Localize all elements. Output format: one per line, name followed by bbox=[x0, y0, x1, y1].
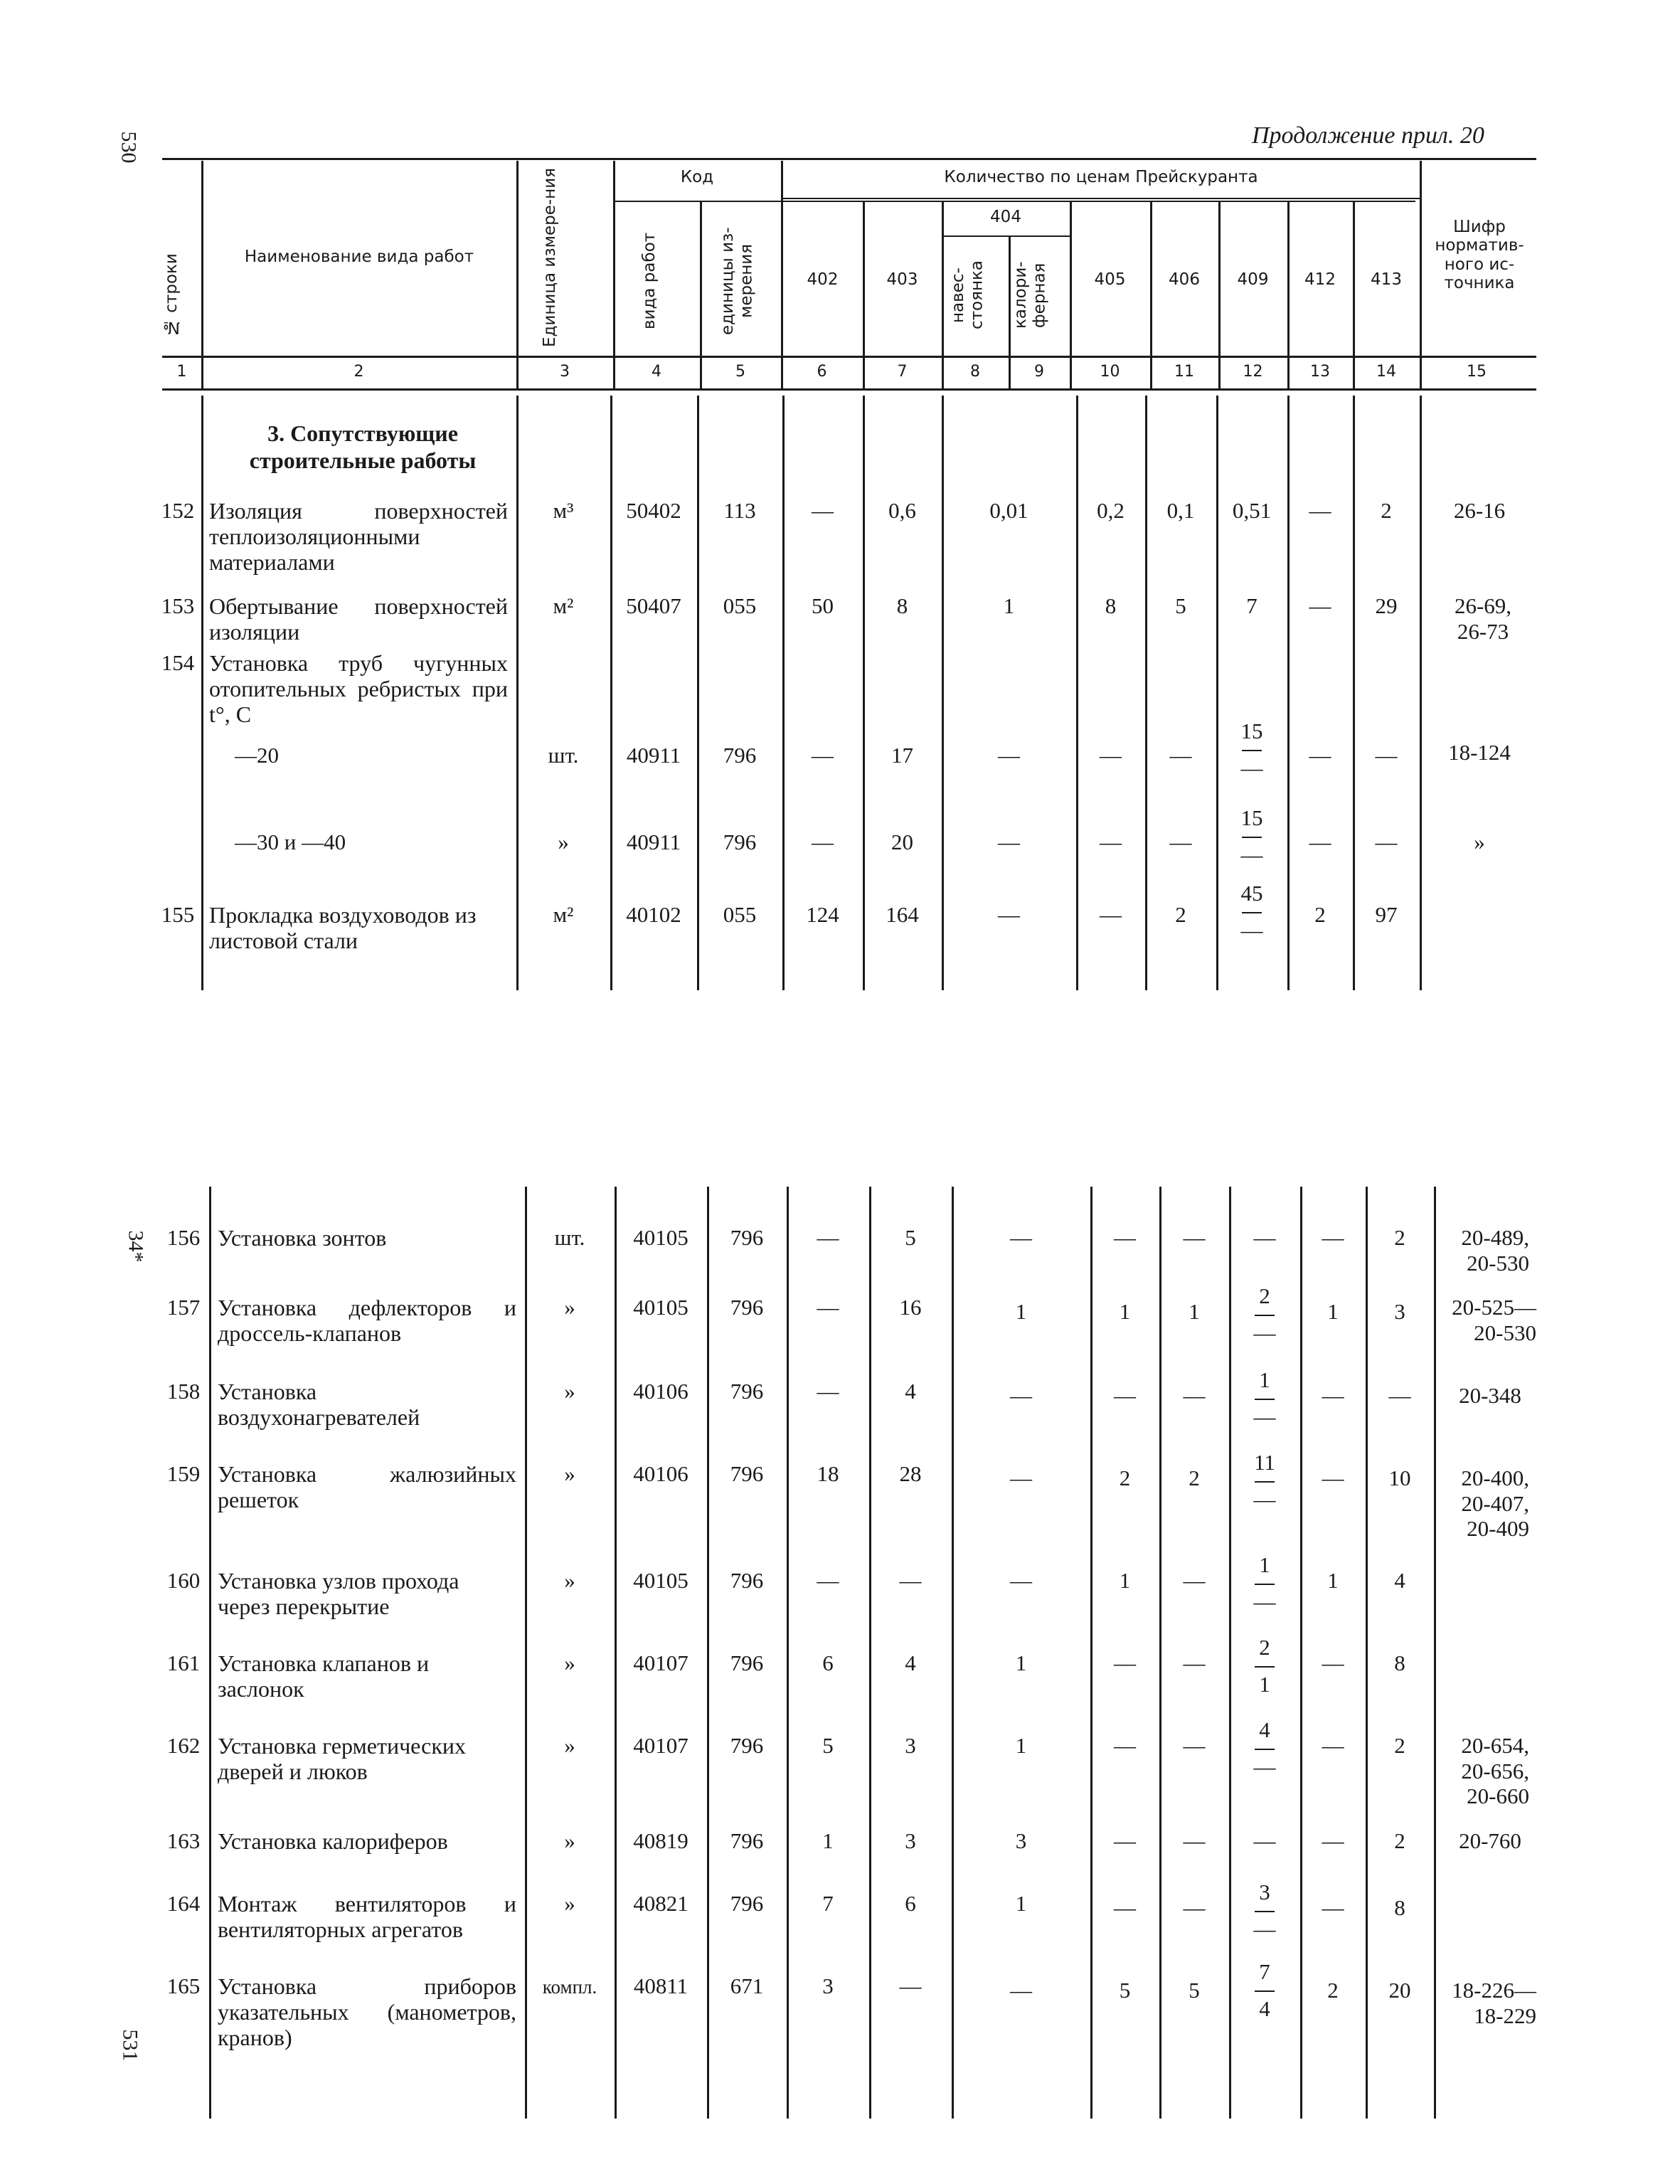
work-code: 40821 bbox=[633, 1891, 689, 1916]
qty-405: 8 bbox=[1105, 593, 1117, 618]
qty-404: — bbox=[998, 743, 1020, 768]
unit: » bbox=[564, 1295, 575, 1320]
unit: » bbox=[564, 1379, 575, 1404]
work-name: Установка приборов указательных (манометров, кранов) bbox=[218, 1973, 516, 2051]
fraction-denominator: — bbox=[1240, 842, 1263, 867]
row-number: 160 bbox=[166, 1568, 201, 1593]
signature-mark: 34* bbox=[124, 1230, 148, 1263]
work-name: Установка дефлекторов и дроссель-клапанов bbox=[218, 1295, 516, 1347]
unit-code: 796 bbox=[723, 829, 757, 854]
qty-409: 0,51 bbox=[1232, 498, 1272, 523]
work-name: Установка труб чугунных отопительных ребристых при t°, С bbox=[209, 650, 508, 728]
qty-413: — bbox=[1375, 743, 1398, 768]
qty-402: — bbox=[812, 829, 834, 854]
work-name: Установка калориферов bbox=[218, 1828, 448, 1854]
qty-412: — bbox=[1322, 1650, 1344, 1675]
row-number: 152 bbox=[161, 498, 195, 523]
qty-412: — bbox=[1309, 498, 1331, 523]
unit-code: 671 bbox=[730, 1973, 764, 1998]
qty-404: — bbox=[1010, 1225, 1032, 1250]
qty-403: 16 bbox=[899, 1295, 922, 1320]
unit: шт. bbox=[548, 743, 579, 768]
qty-402: 50 bbox=[812, 593, 834, 618]
qty-403: — bbox=[899, 1973, 922, 1998]
hdr-source: Шифр норматив-ного ис-точника bbox=[1435, 218, 1524, 293]
source-code: 20-760 bbox=[1459, 1828, 1521, 1853]
qty-405: 1 bbox=[1119, 1568, 1131, 1593]
unit-code: 796 bbox=[723, 743, 757, 768]
work-name: Прокладка воздуховодов из листовой стали bbox=[209, 902, 477, 954]
qty-413: 97 bbox=[1375, 902, 1398, 927]
unit: м² bbox=[553, 902, 574, 927]
qty-406: 2 bbox=[1175, 902, 1186, 927]
qty-403: 28 bbox=[899, 1461, 922, 1486]
qty-403: 17 bbox=[891, 743, 913, 768]
qty-403: 164 bbox=[886, 902, 919, 927]
unit: » bbox=[564, 1650, 575, 1675]
qty-413: 2 bbox=[1381, 498, 1392, 523]
unit-code: 796 bbox=[730, 1568, 764, 1593]
qty-413: 10 bbox=[1388, 1465, 1411, 1490]
qty-409: 7 bbox=[1246, 593, 1258, 618]
col-number: 14 bbox=[1376, 363, 1396, 381]
hdr-code-work: вида работ bbox=[640, 232, 659, 330]
qty-405: — bbox=[1114, 1895, 1136, 1920]
fraction-denominator: — bbox=[1253, 1917, 1276, 1941]
row-number: 165 bbox=[166, 1973, 201, 1998]
qty-402: — bbox=[812, 743, 834, 768]
source-code: 18-226— 18-229 bbox=[1452, 1978, 1536, 2028]
qty-409-fraction bbox=[1229, 1554, 1300, 1615]
qty-404: 1 bbox=[1015, 1299, 1027, 1324]
unit-code: 055 bbox=[723, 593, 757, 618]
qty-403: 3 bbox=[905, 1828, 916, 1853]
qty-404: 3 bbox=[1015, 1828, 1027, 1853]
unit-code: 113 bbox=[723, 498, 756, 523]
fraction-denominator: — bbox=[1240, 918, 1263, 943]
fraction-numerator: 15 bbox=[1240, 719, 1263, 743]
work-name: Изоляция поверхностей теплоизоляционными материалами bbox=[209, 498, 508, 576]
col-number: 7 bbox=[897, 363, 908, 381]
qty-402: 1 bbox=[822, 1828, 834, 1853]
qty-402: — bbox=[817, 1379, 839, 1404]
qty-406: — bbox=[1183, 1225, 1206, 1250]
hdr-code-unit: единицы из-мерения bbox=[718, 227, 756, 335]
qty-413: 2 bbox=[1394, 1225, 1405, 1250]
unit: шт. bbox=[554, 1225, 585, 1250]
unit: » bbox=[564, 1828, 575, 1853]
qty-406: — bbox=[1169, 829, 1192, 854]
qty-412: — bbox=[1309, 593, 1331, 618]
row-number: 156 bbox=[166, 1225, 201, 1250]
row-number: 157 bbox=[166, 1295, 201, 1320]
qty-402: 7 bbox=[822, 1891, 834, 1916]
col-number: 11 bbox=[1174, 363, 1194, 381]
unit-code: 055 bbox=[723, 902, 757, 927]
qty-405: 1 bbox=[1119, 1299, 1131, 1324]
col-number: 15 bbox=[1467, 363, 1487, 381]
qty-405: 0,2 bbox=[1097, 498, 1125, 523]
work-code: 40811 bbox=[633, 1973, 689, 1998]
qty-405: 2 bbox=[1119, 1465, 1131, 1490]
col-number: 13 bbox=[1310, 363, 1330, 381]
work-name: Установка герметических дверей и люков bbox=[218, 1733, 467, 1785]
qty-409-fraction bbox=[1229, 1285, 1300, 1346]
work-name: Установка жалюзийных решеток bbox=[218, 1461, 516, 1513]
qty-403: — bbox=[899, 1568, 922, 1593]
qty-406: 5 bbox=[1175, 593, 1186, 618]
fraction-numerator: 2 bbox=[1259, 1635, 1270, 1660]
fraction-denominator: — bbox=[1253, 1320, 1276, 1345]
qty-402: 3 bbox=[822, 1973, 834, 1998]
qty-412: 1 bbox=[1327, 1568, 1339, 1593]
source-code: » bbox=[1474, 829, 1485, 854]
qty-413: — bbox=[1388, 1383, 1411, 1408]
work-code: 40105 bbox=[633, 1225, 689, 1250]
qty-402: 5 bbox=[822, 1733, 834, 1758]
work-name: Обертывание поверхностей изоляции bbox=[209, 593, 508, 645]
work-name: Установка клапанов и заслонок bbox=[218, 1650, 430, 1702]
hdr-p413: 413 bbox=[1371, 270, 1402, 289]
qty-412: — bbox=[1322, 1828, 1344, 1853]
qty-405: — bbox=[1114, 1650, 1136, 1675]
qty-404: 1 bbox=[1015, 1733, 1027, 1758]
unit-code: 796 bbox=[730, 1379, 764, 1404]
col-number: 2 bbox=[353, 363, 364, 381]
qty-412: — bbox=[1309, 743, 1331, 768]
qty-402: — bbox=[817, 1225, 839, 1250]
hdr-p406: 406 bbox=[1169, 270, 1200, 289]
work-code: 40105 bbox=[633, 1568, 689, 1593]
qty-406: 2 bbox=[1189, 1465, 1200, 1490]
qty-404: — bbox=[1010, 1465, 1032, 1490]
qty-406: — bbox=[1183, 1650, 1206, 1675]
source-code: 20-489, 20-530 bbox=[1461, 1225, 1529, 1276]
unit: » bbox=[564, 1733, 575, 1758]
fraction-numerator: 2 bbox=[1259, 1283, 1270, 1308]
source-code: 20-654, 20-656, 20-660 bbox=[1461, 1733, 1529, 1809]
qty-405: — bbox=[1114, 1733, 1136, 1758]
col-number: 4 bbox=[652, 363, 661, 381]
qty-402: 124 bbox=[806, 902, 839, 927]
row-number: 153 bbox=[161, 593, 195, 618]
source-code: 20-525— 20-530 bbox=[1452, 1295, 1536, 1345]
fraction-numerator: 1 bbox=[1259, 1367, 1270, 1392]
qty-402: — bbox=[817, 1295, 839, 1320]
qty-405: — bbox=[1100, 743, 1122, 768]
qty-409-fraction bbox=[1229, 1369, 1300, 1430]
hdr-work-name: Наименование вида работ bbox=[244, 248, 474, 266]
qty-413: 4 bbox=[1394, 1568, 1405, 1593]
fraction-denominator: — bbox=[1253, 1487, 1276, 1512]
source-code: 18-124 bbox=[1448, 740, 1511, 765]
qty-406: — bbox=[1169, 743, 1192, 768]
fraction-numerator: 15 bbox=[1240, 805, 1263, 830]
qty-405: — bbox=[1100, 829, 1122, 854]
work-code: 40106 bbox=[633, 1461, 689, 1486]
unit: м² bbox=[553, 593, 574, 618]
qty-403: 0,6 bbox=[888, 498, 916, 523]
row-number: 161 bbox=[166, 1650, 201, 1675]
unit: » bbox=[564, 1568, 575, 1593]
qty-402: 6 bbox=[822, 1650, 834, 1675]
qty-409-fraction bbox=[1229, 1961, 1300, 2022]
qty-404: 1 bbox=[1015, 1650, 1027, 1675]
fraction-numerator: 11 bbox=[1254, 1450, 1275, 1475]
unit: компл. bbox=[542, 1976, 597, 1998]
row-number: 158 bbox=[166, 1379, 201, 1404]
hdr-p402: 402 bbox=[807, 270, 839, 289]
unit: » bbox=[564, 1891, 575, 1916]
qty-404: — bbox=[1010, 1568, 1032, 1593]
qty-406: — bbox=[1183, 1828, 1206, 1853]
work-code: 40102 bbox=[626, 902, 681, 927]
work-code: 40105 bbox=[633, 1295, 689, 1320]
qty-413: 8 bbox=[1394, 1650, 1405, 1675]
qty-412: — bbox=[1322, 1895, 1344, 1920]
qty-404: — bbox=[998, 902, 1020, 927]
fraction-denominator: 1 bbox=[1259, 1672, 1270, 1697]
unit-code: 796 bbox=[730, 1828, 764, 1853]
qty-403: 3 bbox=[905, 1733, 916, 1758]
source-code: 20-400, 20-407, 20-409 bbox=[1461, 1465, 1529, 1542]
qty-413: — bbox=[1375, 829, 1398, 854]
continuation-title: Продолжение прил. 20 bbox=[1252, 122, 1484, 149]
qty-409-fraction bbox=[1216, 720, 1287, 781]
fraction-denominator: — bbox=[1253, 1404, 1276, 1429]
qty-404: — bbox=[1010, 1978, 1032, 2003]
qty-405: 5 bbox=[1119, 1978, 1131, 2003]
qty-403: 6 bbox=[905, 1891, 916, 1916]
qty-406: — bbox=[1183, 1733, 1206, 1758]
row-number: 159 bbox=[166, 1461, 201, 1486]
fraction-numerator: 1 bbox=[1259, 1552, 1270, 1577]
work-code: 50402 bbox=[626, 498, 681, 523]
work-name: Установка узлов прохода через перекрытие bbox=[218, 1568, 459, 1620]
unit-code: 796 bbox=[730, 1225, 764, 1250]
fraction-denominator: — bbox=[1253, 1754, 1276, 1779]
qty-406: 0,1 bbox=[1166, 498, 1195, 523]
qty-404: — bbox=[1010, 1383, 1032, 1408]
qty-404: 1 bbox=[1015, 1891, 1027, 1916]
qty-406: 5 bbox=[1189, 1978, 1200, 2003]
qty-403: 4 bbox=[905, 1650, 916, 1675]
qty-402: — bbox=[812, 498, 834, 523]
hdr-p412: 412 bbox=[1304, 270, 1336, 289]
qty-412: 2 bbox=[1327, 1978, 1339, 2003]
work-name: Установка зонтов bbox=[218, 1225, 387, 1251]
qty-403: 4 bbox=[905, 1379, 916, 1404]
qty-409: — bbox=[1253, 1828, 1276, 1853]
hdr-p409: 409 bbox=[1237, 270, 1269, 289]
qty-413: 29 bbox=[1375, 593, 1398, 618]
left-page-number: 530 bbox=[117, 131, 141, 164]
unit-code: 796 bbox=[730, 1733, 764, 1758]
qty-412: — bbox=[1309, 829, 1331, 854]
hdr-unit: Единица измере-ния bbox=[541, 168, 559, 347]
col-number: 9 bbox=[1034, 363, 1044, 381]
qty-402: 18 bbox=[817, 1461, 839, 1486]
work-name: Монтаж вентиляторов и вентиляторных агрегатов bbox=[218, 1891, 516, 1943]
qty-409-fraction bbox=[1216, 882, 1287, 943]
unit: м³ bbox=[553, 498, 574, 523]
qty-405: — bbox=[1100, 902, 1122, 927]
qty-413: 2 bbox=[1394, 1828, 1405, 1853]
unit-code: 796 bbox=[730, 1295, 764, 1320]
work-code: 40106 bbox=[633, 1379, 689, 1404]
row-number: 155 bbox=[161, 902, 195, 927]
fraction-numerator: 3 bbox=[1259, 1880, 1270, 1904]
qty-413: 2 bbox=[1394, 1733, 1405, 1758]
source-code: 26-16 bbox=[1453, 498, 1506, 523]
work-code: 40819 bbox=[633, 1828, 689, 1853]
qty-406: — bbox=[1183, 1568, 1206, 1593]
hdr-code-group: Код bbox=[680, 168, 714, 186]
qty-412: — bbox=[1322, 1383, 1344, 1408]
row-number: 162 bbox=[166, 1733, 201, 1758]
qty-405: — bbox=[1114, 1828, 1136, 1853]
work-code: 40911 bbox=[626, 743, 681, 768]
col-number: 1 bbox=[176, 363, 187, 381]
qty-404: 0,01 bbox=[989, 498, 1028, 523]
fraction-numerator: 7 bbox=[1259, 1959, 1270, 1984]
source-code: 20-348 bbox=[1459, 1383, 1521, 1408]
fraction-denominator: 4 bbox=[1259, 1996, 1270, 2021]
qty-403: 8 bbox=[896, 593, 908, 618]
col-number: 3 bbox=[560, 363, 570, 381]
col-number: 10 bbox=[1100, 363, 1120, 381]
unit-code: 796 bbox=[730, 1650, 764, 1675]
fraction-denominator: — bbox=[1253, 1589, 1276, 1614]
qty-403: 5 bbox=[905, 1225, 916, 1250]
col-number: 8 bbox=[970, 363, 980, 381]
fraction-numerator: 45 bbox=[1240, 881, 1263, 906]
col-number: 12 bbox=[1243, 363, 1263, 381]
unit: » bbox=[558, 829, 569, 854]
qty-409-fraction bbox=[1229, 1451, 1300, 1512]
section-title: 3. Сопутствующие строительные работы bbox=[249, 420, 477, 474]
qty-406: — bbox=[1183, 1383, 1206, 1408]
qty-406: — bbox=[1183, 1895, 1206, 1920]
qty-404: — bbox=[998, 829, 1020, 854]
work-code: 50407 bbox=[626, 593, 681, 618]
unit-code: 796 bbox=[730, 1891, 764, 1916]
qty-413: 8 bbox=[1394, 1895, 1405, 1920]
qty-412: — bbox=[1322, 1225, 1344, 1250]
work-name: Установка воздухонагревателей bbox=[218, 1379, 420, 1431]
qty-412: — bbox=[1322, 1733, 1344, 1758]
fraction-denominator: — bbox=[1240, 756, 1263, 780]
work-code: 40107 bbox=[633, 1650, 689, 1675]
source-code: 26-69, 26-73 bbox=[1454, 593, 1512, 644]
hdr-p404a: навес-стоянка bbox=[949, 260, 987, 330]
hdr-p404b: калори-ферная bbox=[1011, 261, 1049, 329]
qty-409: — bbox=[1253, 1225, 1276, 1250]
hdr-p403: 403 bbox=[886, 270, 918, 289]
qty-402: — bbox=[817, 1568, 839, 1593]
row-number: 154 bbox=[161, 650, 195, 675]
hdr-p404: 404 bbox=[990, 208, 1021, 226]
hdr-p405: 405 bbox=[1094, 270, 1126, 289]
qty-409-fraction bbox=[1216, 807, 1287, 868]
qty-412: — bbox=[1322, 1465, 1344, 1490]
hdr-row-no: № строки bbox=[162, 253, 181, 337]
work-code: 40911 bbox=[626, 829, 681, 854]
qty-413: 3 bbox=[1394, 1299, 1405, 1324]
row-number: 163 bbox=[166, 1828, 201, 1853]
unit-code: 796 bbox=[730, 1461, 764, 1486]
qty-405: — bbox=[1114, 1225, 1136, 1250]
work-name: —20 bbox=[235, 743, 279, 768]
row-number: 164 bbox=[166, 1891, 201, 1916]
qty-409-fraction bbox=[1229, 1636, 1300, 1697]
right-page-number: 531 bbox=[118, 2029, 142, 2062]
qty-413: 20 bbox=[1388, 1978, 1411, 2003]
work-name: —30 и —40 bbox=[235, 829, 346, 854]
qty-409-fraction bbox=[1229, 1881, 1300, 1942]
hdr-qty-group: Количество по ценам Прейскуранта bbox=[944, 168, 1258, 186]
work-code: 40107 bbox=[633, 1733, 689, 1758]
col-number: 6 bbox=[817, 363, 827, 381]
qty-406: 1 bbox=[1189, 1299, 1200, 1324]
qty-409-fraction bbox=[1229, 1719, 1300, 1780]
qty-412: 2 bbox=[1314, 902, 1326, 927]
col-number: 5 bbox=[735, 363, 745, 381]
qty-405: — bbox=[1114, 1383, 1136, 1408]
qty-404: 1 bbox=[1003, 593, 1015, 618]
fraction-numerator: 4 bbox=[1259, 1717, 1270, 1742]
unit: » bbox=[564, 1461, 575, 1486]
qty-403: 20 bbox=[891, 829, 913, 854]
qty-412: 1 bbox=[1327, 1299, 1339, 1324]
